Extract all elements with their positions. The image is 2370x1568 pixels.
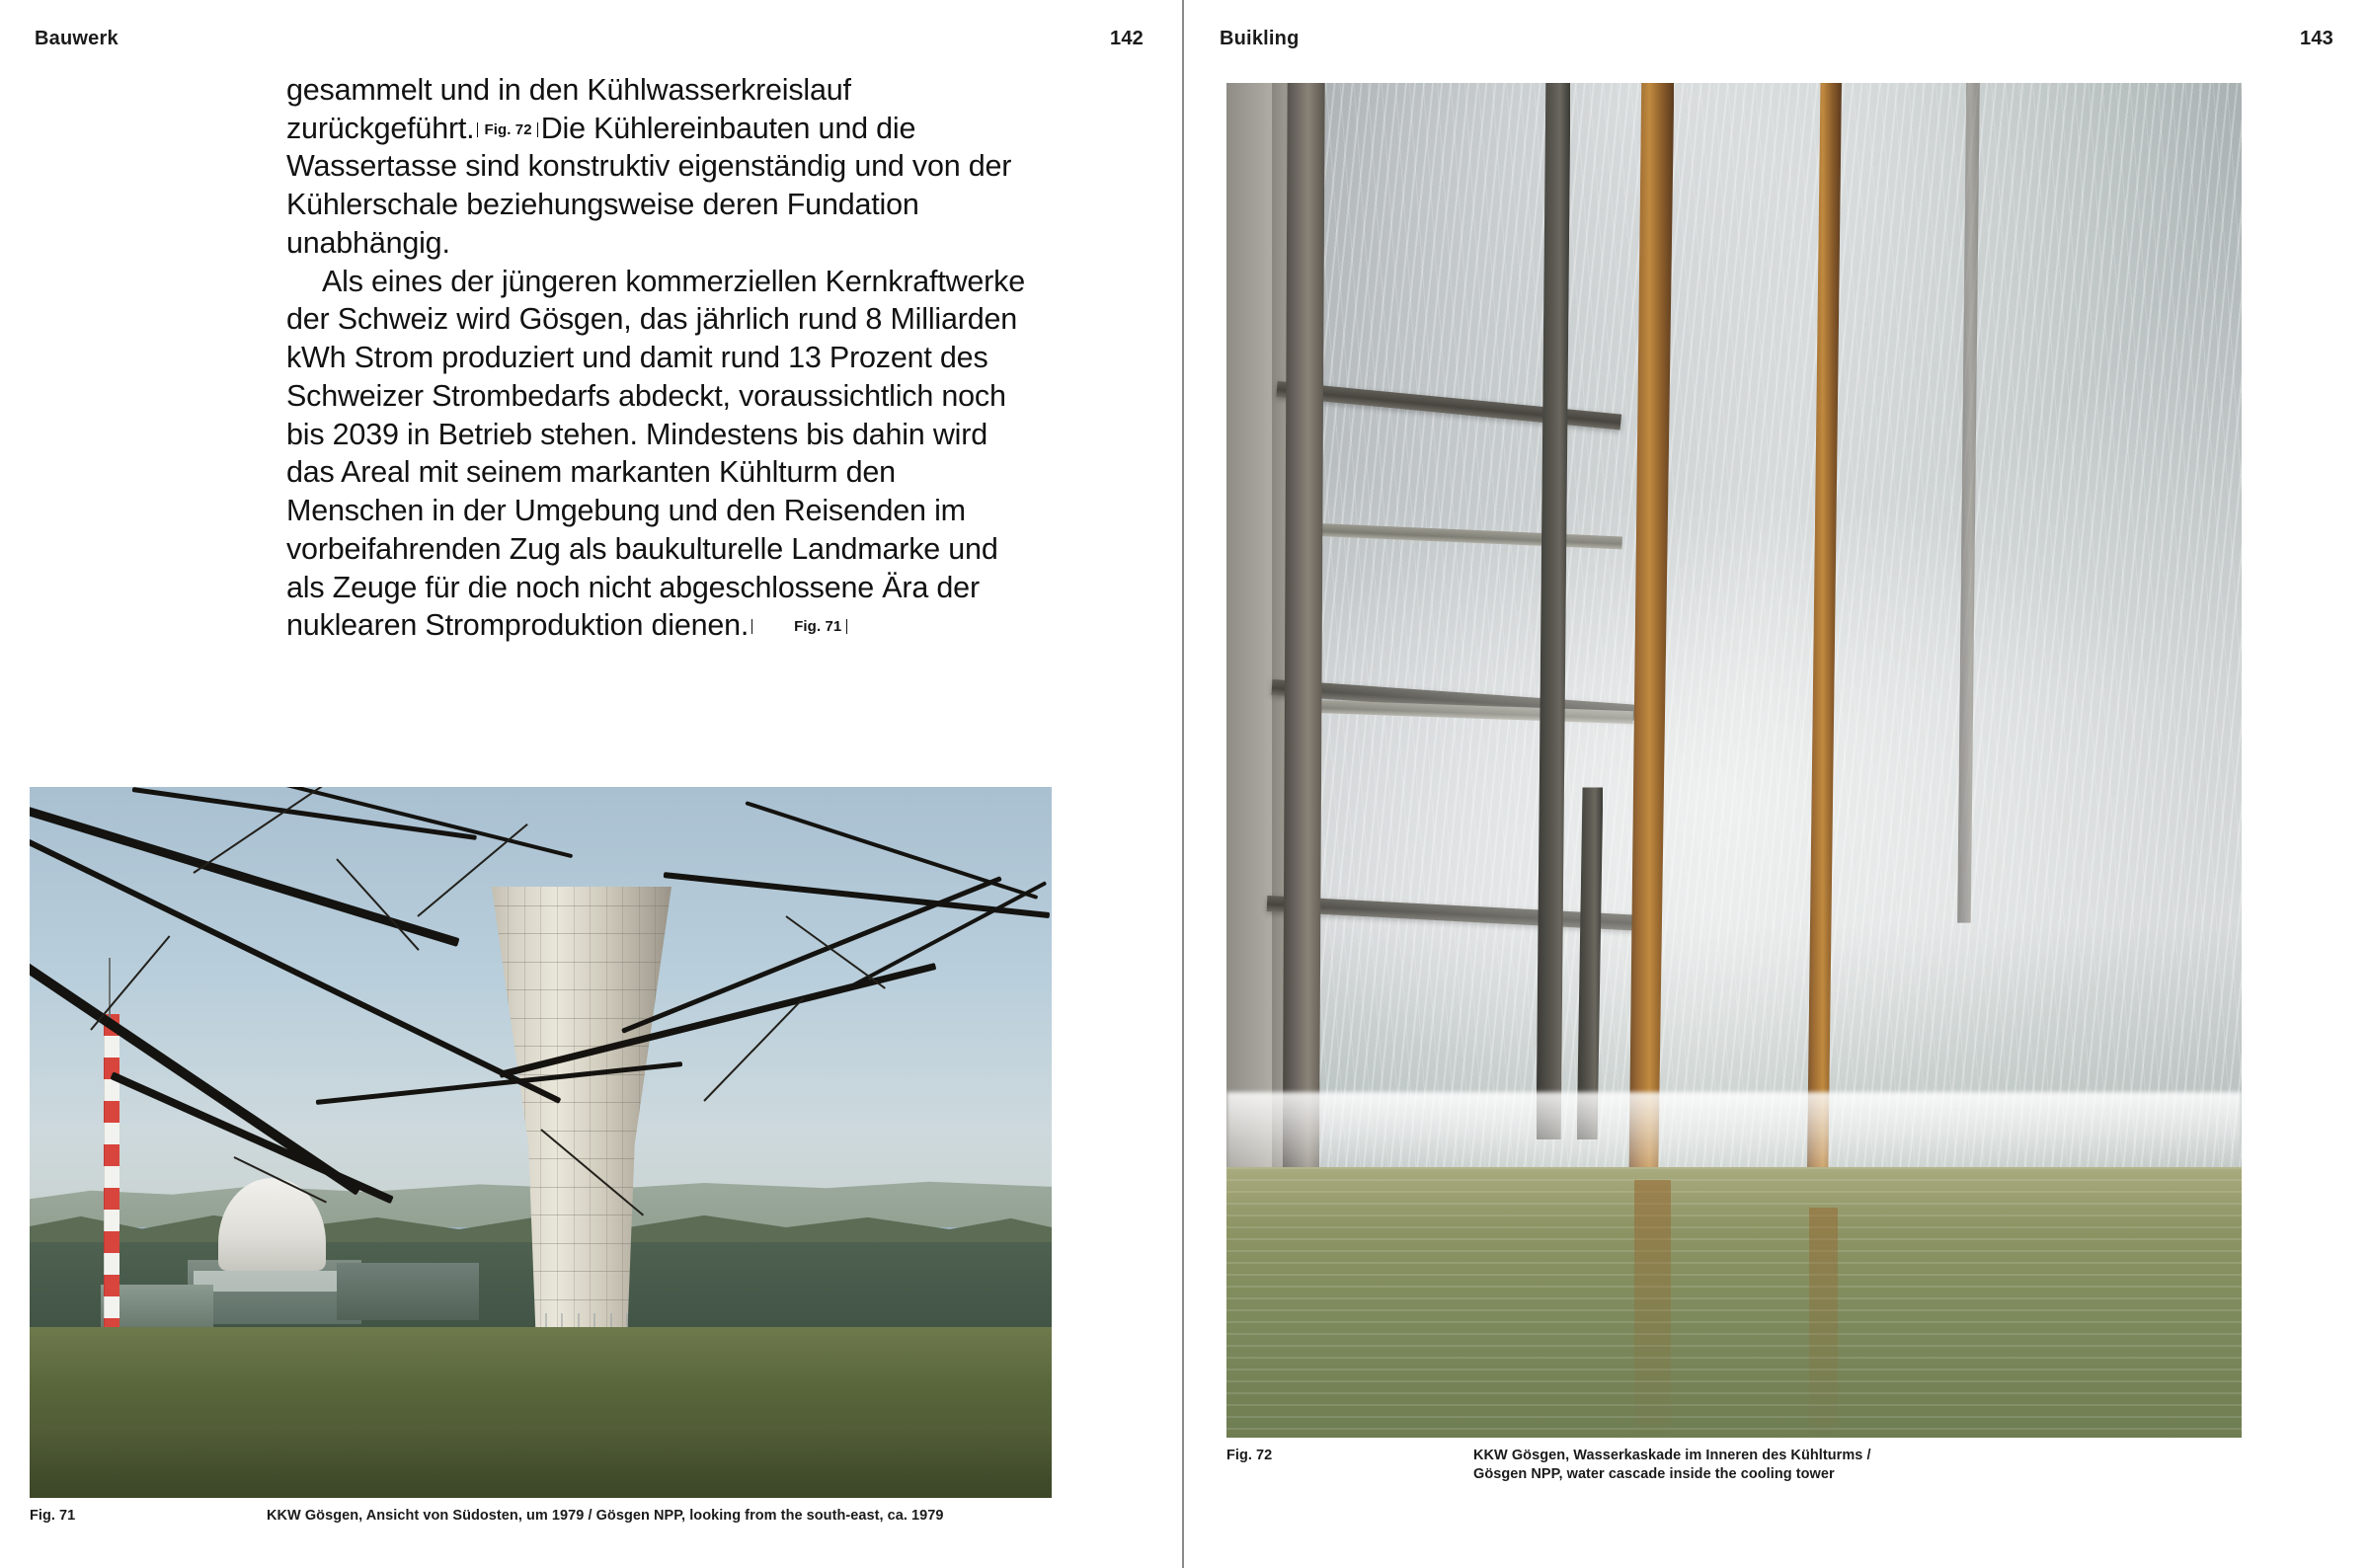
right-page <box>1188 0 2370 1568</box>
figure-reference-72: Fig. 72 <box>477 122 537 137</box>
figure-71-image <box>30 787 1052 1498</box>
page-number-right: 143 <box>2300 28 2333 49</box>
figure-71-caption-text: KKW Gösgen, Ansicht von Südosten, um 1979 / Gösgen NPP, looking from the south-east, ca. 1979 <box>267 1508 944 1524</box>
figure-reference-71: Fig. 71 <box>751 619 847 634</box>
figure-71 <box>30 787 1052 1526</box>
photo-power-plant-exterior <box>30 787 1052 1498</box>
running-head-right: Buikling <box>1220 28 1300 49</box>
figure-72-caption <box>1226 1447 2242 1483</box>
column-reflection <box>1809 1208 1838 1438</box>
page-number-left: 142 <box>1110 28 1144 49</box>
figure-72-image <box>1226 83 2242 1438</box>
figure-72 <box>1226 83 2242 1483</box>
figure-71-caption <box>30 1507 1052 1526</box>
paragraph-1 <box>286 71 1037 263</box>
concrete-column <box>1283 83 1325 1220</box>
running-head-left: Bauwerk <box>35 28 118 49</box>
paragraph-2 <box>286 263 1037 645</box>
paragraph-1-text-a: gesammelt und in den Kühlwasserkreislauf zurückgeführt. <box>286 73 851 145</box>
figure-72-caption-line-1: KKW Gösgen, Wasserkaskade im Inneren des Kühlturms / <box>1473 1448 1871 1463</box>
paragraph-2-text: Als eines der jüngeren kommerziellen Kernkraftwerke der Schweiz wird Gösgen, das jährlich rund 8 Milliarden kWh Strom produziert und damit rund 13 Prozent des Schweizer Strombedarfs abdeckt, voraussichtlich noch bis 2039 in Betrieb stehen. Mindestens bis dahin wird das Areal mit seinem markanten Kühlturm den Menschen in der Umgebung und den Reisenden im vorbeifahrenden Zug als baukulturelle Landmarke und als Zeuge für die noch nicht abgeschlossene Ära der nuklearen Stromproduktion dienen. <box>286 264 1025 643</box>
photo-cooling-tower-interior <box>1226 83 2242 1438</box>
figure-72-caption-line-2: Gösgen NPP, water cascade inside the cooling tower <box>1473 1465 1835 1482</box>
mist-middle <box>1307 490 2201 1099</box>
left-page <box>0 0 1182 1568</box>
figure-71-number: Fig. 71 <box>30 1508 76 1524</box>
water-ripples <box>1226 1167 2242 1438</box>
bare-tree-branches <box>30 787 1052 1498</box>
figure-72-number: Fig. 72 <box>1226 1448 1273 1463</box>
paragraph-1-text-b: Die Kühlereinbauten und die Wassertasse sind konstruktiv eigenständig und von der Kühlerschale beziehungsweise deren Fundation unabhängig. <box>286 111 1012 260</box>
column-reflection <box>1634 1180 1671 1438</box>
body-text-left <box>286 71 1037 645</box>
mist-upper <box>1288 83 2242 543</box>
figure-72-caption-text <box>1473 1447 2242 1483</box>
